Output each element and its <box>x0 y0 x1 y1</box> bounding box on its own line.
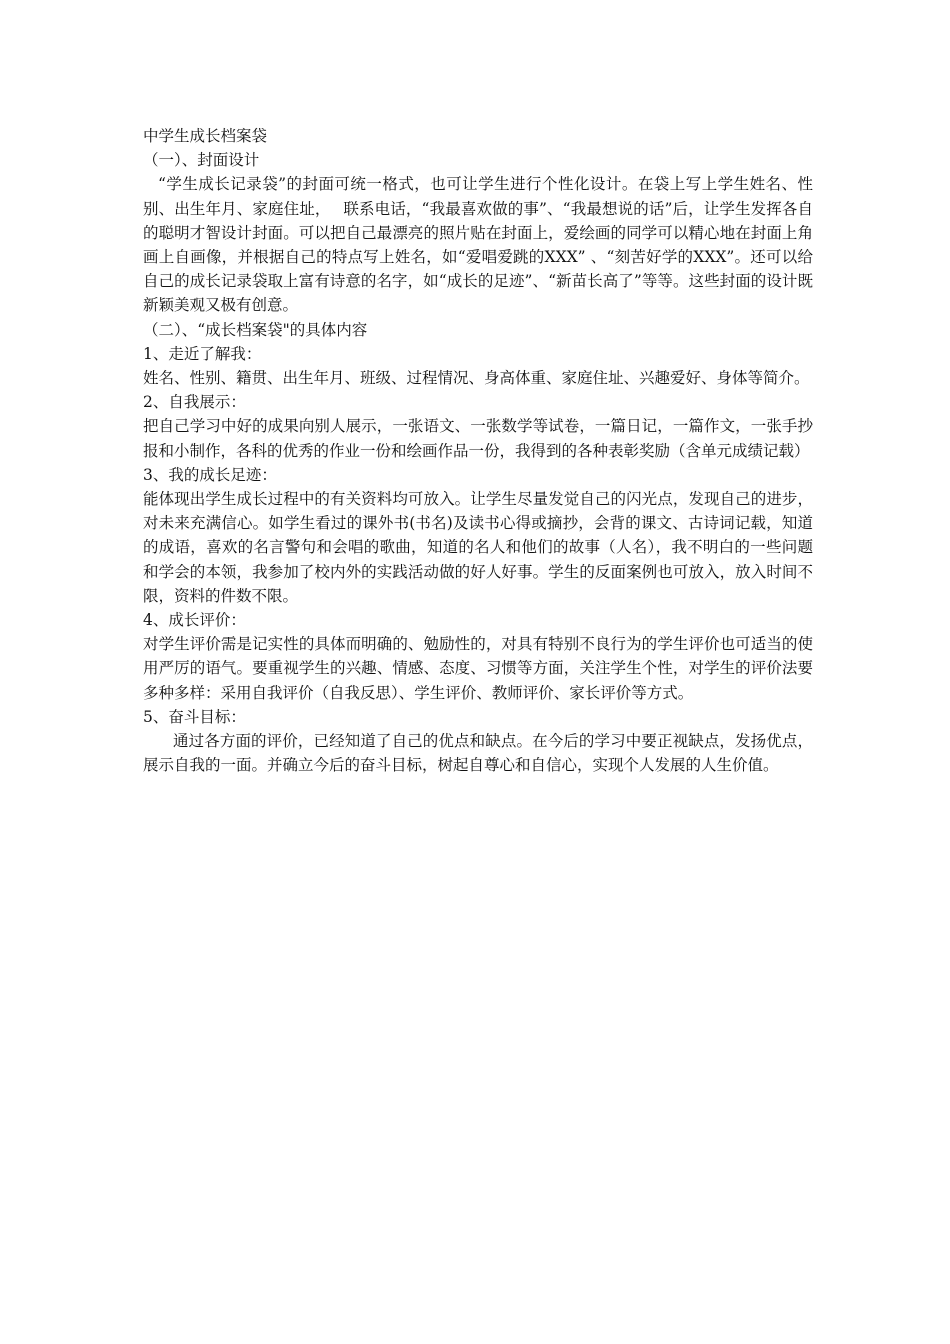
document-title: 中学生成长档案袋 <box>143 127 268 145</box>
section-2-heading: （二）、“成长档案袋"的具体内容 <box>143 320 368 339</box>
item-5-body: 通过各方面的评价，已经知道了自己的优点和缺点。在今后的学习中要正视缺点，发扬优点，展示自我的一面。并确立今后的奋斗目标，树起自尊心和自信心，实现个人发展的人生价值。 <box>143 732 813 775</box>
document-page <box>143 124 813 777</box>
section-1-heading: （一）、封面设计 <box>143 151 260 170</box>
item-3-label: 3、我的成长足迹： <box>143 465 277 484</box>
section-1-body: “学生成长记录袋”的封面可统一格式，也可让学生进行个性化设计。在袋上写上学生姓名、性别、出生年月、家庭住址， 联系电话，“我最喜欢做的事”、“我最想说的话”后，让学生发挥各自的聪明才智设计封面。可以把自己最漂亮的照片贴在封面上，爱绘画的同学可以精心地在封面上角画上自画像，并根据自己的特点写上姓名，如“爱唱爱跳的XXX” 、“刻苦好学的XXX”。还可以给自己的成长记录袋取上富有诗意的名字，如“成长的足迹”、“新苗长高了”等等。这些封面的设计既新颖美观又极有创意。 <box>143 175 813 315</box>
item-4-label: 4、成长评价： <box>143 611 246 630</box>
item-5-label: 5、奋斗目标： <box>143 707 246 726</box>
item-3-body: 能体现出学生成长过程中的有关资料均可放入。让学生尽量发觉自己的闪光点，发现自己的进步，对未来充满信心。如学生看过的课外书(书名)及读书心得或摘抄，会背的课文、古诗词记载，知道的成语，喜欢的名言警句和会唱的歌曲，知道的名人和他们的故事（人名），我不明白的一些问题和学会的本领，我参加了校内外的实践活动做的好人好事。学生的反面案例也可放入，放入时间不限，资料的件数不限。 <box>143 490 813 605</box>
item-1-label: 1、走近了解我： <box>143 344 262 363</box>
item-2-body: 把自己学习中好的成果向别人展示，一张语文、一张数学等试卷，一篇日记，一篇作文，一张手抄报和小制作，各科的优秀的作业一份和绘画作品一份，我得到的各种表彰奖励（含单元成绩记载） <box>143 417 813 460</box>
item-4-body: 对学生评价需是记实性的具体而明确的、勉励性的，对具有特别不良行为的学生评价也可适当的使用严厉的语气。要重视学生的兴趣、情感、态度、习惯等方面，关注学生个性，对学生的评价法要多种多样：采用自我评价（自我反思）、学生评价、教师评价、家长评价等方式。 <box>143 635 813 702</box>
item-2-label: 2、自我展示： <box>143 393 246 412</box>
item-1-body: 姓名、性别、籍贯、出生年月、班级、过程情况、身高体重、家庭住址、兴趣爱好、身体等简介。 <box>143 369 810 388</box>
